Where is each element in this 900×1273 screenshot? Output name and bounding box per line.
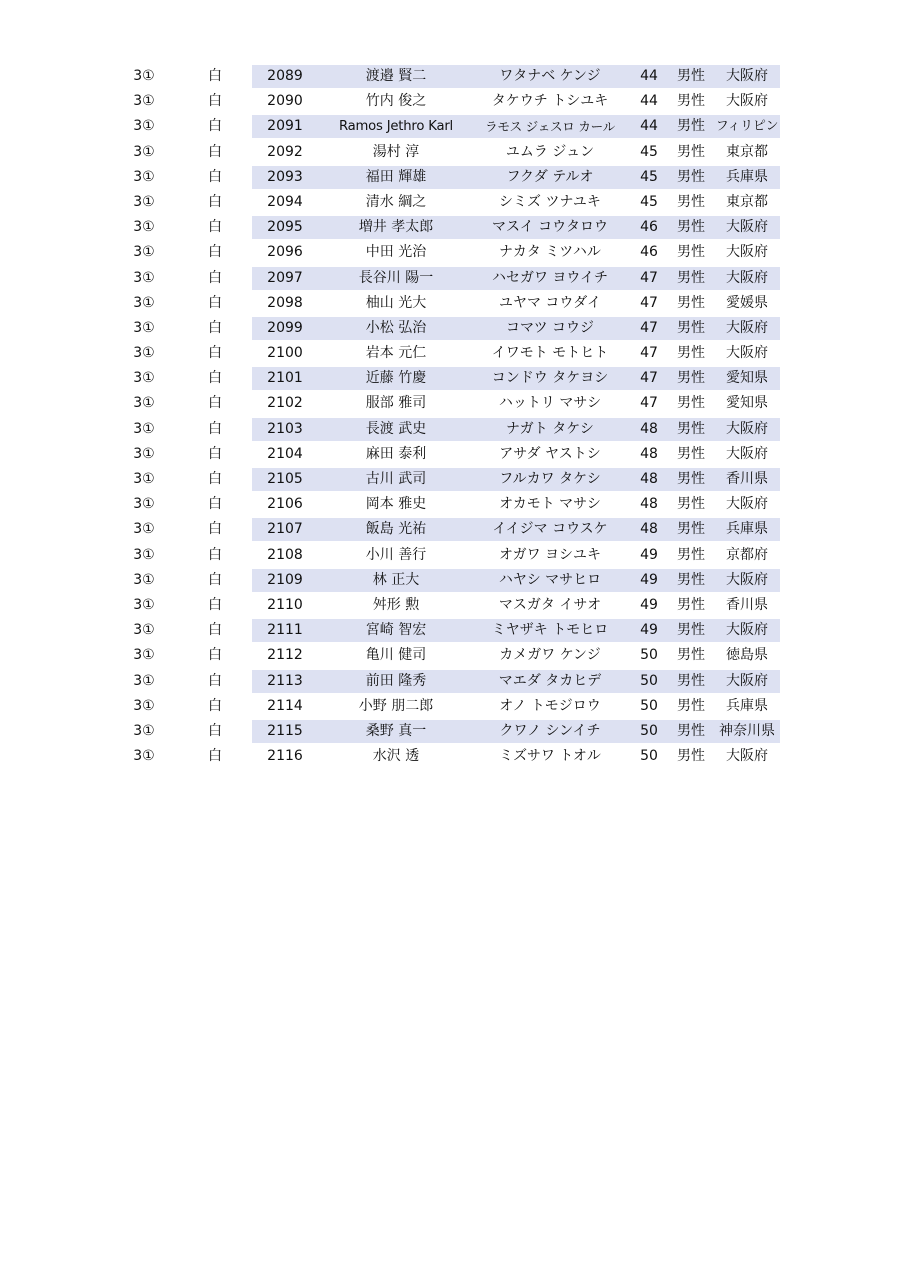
group-cell: 3①	[133, 546, 155, 563]
kana-name-cell: カメガワ ケンジ	[499, 647, 601, 664]
name-cell: 渡邉 賢二	[365, 68, 427, 84]
table-row	[100, 719, 800, 744]
group-cell: 3①	[133, 622, 155, 639]
kana-name-cell: シミズ ツナユキ	[499, 193, 601, 210]
name-cell: 亀川 健司	[365, 647, 427, 664]
sex-cell: 男性	[677, 546, 705, 563]
prefecture-cell: 東京都	[726, 143, 768, 160]
table-row	[100, 391, 800, 416]
group-cell: 3①	[133, 445, 155, 462]
group-cell: 3①	[133, 370, 155, 387]
bib-number-cell: 2089	[267, 68, 303, 84]
table-row	[100, 89, 800, 114]
kana-name-cell: イイジマ コウスケ	[492, 521, 608, 538]
bib-number-cell: 2101	[267, 370, 303, 387]
kana-name-cell: ラモス ジェスロ カール	[485, 119, 615, 135]
sex-cell: 男性	[677, 244, 705, 261]
group-cell: 3①	[133, 722, 155, 739]
name-cell: 古川 武司	[365, 471, 427, 487]
group-cell: 3①	[133, 471, 155, 487]
prefecture-cell: 大阪府	[726, 68, 768, 84]
prefecture-cell: 兵庫県	[726, 697, 768, 714]
sex-cell: 男性	[677, 269, 705, 286]
sex-cell: 男性	[677, 748, 705, 765]
table-row	[100, 64, 800, 89]
sex-cell: 男性	[677, 118, 705, 135]
kana-name-cell: マエダ タカヒデ	[498, 672, 602, 689]
kana-name-cell: ハセガワ ヨウイチ	[491, 269, 609, 286]
group-cell: 3①	[133, 420, 155, 437]
kana-name-cell: ワタナベ ケンジ	[499, 68, 601, 84]
color-cell: 白	[208, 521, 222, 538]
table-row	[100, 266, 800, 291]
kana-name-cell: ハットリ マサシ	[498, 395, 602, 412]
bib-number-cell: 2092	[267, 143, 303, 160]
name-cell: 中田 光治	[365, 244, 427, 261]
name-cell: 林 正大	[372, 571, 420, 588]
color-cell: 白	[208, 68, 222, 84]
group-cell: 3①	[133, 697, 155, 714]
name-cell: 長谷川 陽一	[358, 269, 434, 286]
entry-list-table	[100, 64, 800, 769]
table-row	[100, 341, 800, 366]
bib-number-cell: 2111	[267, 622, 303, 639]
age-cell: 50	[640, 697, 658, 714]
age-cell: 47	[640, 269, 658, 286]
table-row	[100, 593, 800, 618]
prefecture-cell: フィリピン	[715, 119, 779, 135]
prefecture-cell: 兵庫県	[726, 521, 768, 538]
sex-cell: 男性	[677, 521, 705, 538]
kana-name-cell: タケウチ トシユキ	[491, 93, 609, 110]
bib-number-cell: 2115	[267, 722, 303, 739]
table-row	[100, 517, 800, 542]
age-cell: 49	[640, 571, 658, 588]
color-cell: 白	[208, 445, 222, 462]
sex-cell: 男性	[677, 93, 705, 110]
bib-number-cell: 2097	[267, 269, 303, 286]
age-cell: 47	[640, 294, 658, 311]
sex-cell: 男性	[677, 143, 705, 160]
table-row	[100, 643, 800, 668]
table-row	[100, 442, 800, 467]
sex-cell: 男性	[677, 193, 705, 210]
prefecture-cell: 京都府	[726, 546, 768, 563]
prefecture-cell: 神奈川県	[719, 722, 775, 739]
prefecture-cell: 香川県	[726, 596, 768, 613]
age-cell: 50	[640, 672, 658, 689]
age-cell: 48	[640, 521, 658, 538]
prefecture-cell: 大阪府	[726, 244, 768, 261]
age-cell: 49	[640, 546, 658, 563]
prefecture-cell: 大阪府	[726, 345, 768, 362]
bib-number-cell: 2112	[267, 647, 303, 664]
name-cell: 服部 雅司	[365, 395, 427, 412]
group-cell: 3①	[133, 596, 155, 613]
bib-number-cell: 2099	[267, 319, 303, 336]
sex-cell: 男性	[677, 319, 705, 336]
age-cell: 48	[640, 420, 658, 437]
group-cell: 3①	[133, 244, 155, 261]
group-cell: 3①	[133, 748, 155, 765]
prefecture-cell: 大阪府	[726, 445, 768, 462]
age-cell: 49	[640, 596, 658, 613]
name-cell: 舛形 勲	[372, 596, 420, 613]
age-cell: 44	[640, 68, 658, 84]
color-cell: 白	[208, 697, 222, 714]
name-cell: 清水 綱之	[365, 193, 427, 210]
sex-cell: 男性	[677, 420, 705, 437]
group-cell: 3①	[133, 193, 155, 210]
name-cell: 近藤 竹慶	[365, 370, 427, 387]
sex-cell: 男性	[677, 370, 705, 387]
kana-name-cell: マスガタ イサオ	[498, 596, 602, 613]
name-cell: 飯島 光祐	[365, 521, 427, 538]
color-cell: 白	[208, 622, 222, 639]
sex-cell: 男性	[677, 395, 705, 412]
group-cell: 3①	[133, 647, 155, 664]
sex-cell: 男性	[677, 445, 705, 462]
color-cell: 白	[208, 319, 222, 336]
table-row	[100, 492, 800, 517]
bib-number-cell: 2107	[267, 521, 303, 538]
group-cell: 3①	[133, 168, 155, 185]
bib-number-cell: 2098	[267, 294, 303, 311]
age-cell: 48	[640, 445, 658, 462]
sex-cell: 男性	[677, 496, 705, 513]
color-cell: 白	[208, 269, 222, 286]
color-cell: 白	[208, 168, 222, 185]
name-cell: 小川 善行	[365, 546, 427, 563]
kana-name-cell: コンドウ タケヨシ	[491, 370, 609, 387]
kana-name-cell: クワノ シンイチ	[499, 722, 601, 739]
name-cell: 竹内 俊之	[365, 93, 427, 110]
age-cell: 45	[640, 168, 658, 185]
prefecture-cell: 愛知県	[726, 395, 768, 412]
kana-name-cell: ナガト タケシ	[506, 420, 594, 437]
name-cell: 桑野 真一	[365, 722, 427, 739]
bib-number-cell: 2108	[267, 546, 303, 563]
prefecture-cell: 大阪府	[726, 571, 768, 588]
sex-cell: 男性	[677, 596, 705, 613]
kana-name-cell: イワモト モトヒト	[491, 345, 609, 362]
bib-number-cell: 2102	[267, 395, 303, 412]
kana-name-cell: ユヤマ コウダイ	[498, 294, 602, 311]
table-row	[100, 190, 800, 215]
color-cell: 白	[208, 143, 222, 160]
table-row	[100, 165, 800, 190]
bib-number-cell: 2116	[267, 748, 303, 765]
name-cell: 小松 弘治	[365, 319, 427, 336]
kana-name-cell: コマツ コウジ	[505, 319, 595, 336]
color-cell: 白	[208, 647, 222, 664]
prefecture-cell: 愛知県	[726, 370, 768, 387]
name-cell: 長渡 武史	[365, 420, 427, 437]
bib-number-cell: 2096	[267, 244, 303, 261]
group-cell: 3①	[133, 319, 155, 336]
table-row	[100, 618, 800, 643]
bib-number-cell: 2106	[267, 496, 303, 513]
prefecture-cell: 大阪府	[726, 219, 768, 236]
prefecture-cell: 東京都	[726, 193, 768, 210]
prefecture-cell: 大阪府	[726, 622, 768, 639]
group-cell: 3①	[133, 294, 155, 311]
age-cell: 50	[640, 722, 658, 739]
table-row	[100, 291, 800, 316]
prefecture-cell: 大阪府	[726, 93, 768, 110]
age-cell: 46	[640, 219, 658, 236]
color-cell: 白	[208, 370, 222, 387]
color-cell: 白	[208, 546, 222, 563]
color-cell: 白	[208, 93, 222, 110]
name-cell: 増井 孝太郎	[358, 219, 434, 236]
color-cell: 白	[208, 672, 222, 689]
kana-name-cell: ハヤシ マサヒロ	[498, 571, 602, 588]
kana-name-cell: オノ トモジロウ	[499, 697, 601, 714]
name-cell: 柚山 光大	[365, 294, 427, 311]
age-cell: 47	[640, 370, 658, 387]
age-cell: 49	[640, 622, 658, 639]
kana-name-cell: マスイ コウタロウ	[491, 219, 609, 236]
sex-cell: 男性	[677, 722, 705, 739]
age-cell: 47	[640, 345, 658, 362]
kana-name-cell: ナカタ ミツハル	[499, 244, 601, 261]
table-row	[100, 417, 800, 442]
color-cell: 白	[208, 118, 222, 135]
name-cell: 岡本 雅史	[365, 496, 427, 513]
color-cell: 白	[208, 219, 222, 236]
age-cell: 50	[640, 647, 658, 664]
prefecture-cell: 愛媛県	[726, 294, 768, 311]
kana-name-cell: フルカワ タケシ	[499, 471, 601, 487]
color-cell: 白	[208, 244, 222, 261]
group-cell: 3①	[133, 521, 155, 538]
group-cell: 3①	[133, 269, 155, 286]
table-row	[100, 366, 800, 391]
table-row	[100, 669, 800, 694]
color-cell: 白	[208, 596, 222, 613]
table-row	[100, 114, 800, 139]
kana-name-cell: アサダ ヤストシ	[499, 445, 601, 462]
table-row	[100, 240, 800, 265]
kana-name-cell: フクダ テルオ	[506, 168, 594, 185]
sex-cell: 男性	[677, 168, 705, 185]
age-cell: 45	[640, 143, 658, 160]
sex-cell: 男性	[677, 697, 705, 714]
group-cell: 3①	[133, 672, 155, 689]
group-cell: 3①	[133, 395, 155, 412]
kana-name-cell: ユムラ ジュン	[505, 143, 595, 160]
kana-name-cell: ミヤザキ トモヒロ	[491, 622, 609, 639]
bib-number-cell: 2109	[267, 571, 303, 588]
group-cell: 3①	[133, 571, 155, 588]
bib-number-cell: 2091	[267, 118, 303, 135]
name-cell: 湯村 淳	[372, 143, 420, 160]
bib-number-cell: 2100	[267, 345, 303, 362]
prefecture-cell: 大阪府	[726, 748, 768, 765]
prefecture-cell: 大阪府	[726, 269, 768, 286]
color-cell: 白	[208, 722, 222, 739]
sex-cell: 男性	[677, 219, 705, 236]
color-cell: 白	[208, 193, 222, 210]
bib-number-cell: 2105	[267, 471, 303, 487]
table-row	[100, 694, 800, 719]
prefecture-cell: 大阪府	[726, 319, 768, 336]
color-cell: 白	[208, 395, 222, 412]
table-row	[100, 467, 800, 492]
sex-cell: 男性	[677, 471, 705, 487]
age-cell: 46	[640, 244, 658, 261]
age-cell: 50	[640, 748, 658, 765]
sex-cell: 男性	[677, 672, 705, 689]
group-cell: 3①	[133, 345, 155, 362]
prefecture-cell: 香川県	[726, 471, 768, 487]
bib-number-cell: 2110	[267, 596, 303, 613]
sex-cell: 男性	[677, 345, 705, 362]
age-cell: 47	[640, 319, 658, 336]
prefecture-cell: 徳島県	[726, 647, 768, 664]
table-row	[100, 543, 800, 568]
name-cell: 福田 輝雄	[365, 168, 427, 185]
kana-name-cell: ミズサワ トオル	[499, 748, 601, 765]
bib-number-cell: 2113	[267, 672, 303, 689]
age-cell: 47	[640, 395, 658, 412]
color-cell: 白	[208, 496, 222, 513]
name-cell: 小野 朋二郎	[358, 697, 434, 714]
table-row	[100, 140, 800, 165]
color-cell: 白	[208, 748, 222, 765]
bib-number-cell: 2090	[267, 93, 303, 110]
table-row	[100, 568, 800, 593]
age-cell: 44	[640, 93, 658, 110]
kana-name-cell: オカモト マサシ	[499, 496, 601, 513]
sex-cell: 男性	[677, 68, 705, 84]
bib-number-cell: 2093	[267, 168, 303, 185]
sex-cell: 男性	[677, 647, 705, 664]
age-cell: 44	[640, 118, 658, 135]
color-cell: 白	[208, 571, 222, 588]
group-cell: 3①	[133, 68, 155, 84]
bib-number-cell: 2104	[267, 445, 303, 462]
age-cell: 48	[640, 496, 658, 513]
bib-number-cell: 2114	[267, 697, 303, 714]
group-cell: 3①	[133, 93, 155, 110]
table-row	[100, 744, 800, 769]
sex-cell: 男性	[677, 294, 705, 311]
color-cell: 白	[208, 345, 222, 362]
group-cell: 3①	[133, 143, 155, 160]
name-cell: 麻田 泰利	[365, 445, 427, 462]
name-cell: Ramos Jethro Karl	[338, 119, 454, 135]
color-cell: 白	[208, 471, 222, 487]
age-cell: 48	[640, 471, 658, 487]
group-cell: 3①	[133, 496, 155, 513]
table-row	[100, 215, 800, 240]
bib-number-cell: 2094	[267, 193, 303, 210]
prefecture-cell: 大阪府	[726, 420, 768, 437]
table-row	[100, 316, 800, 341]
sex-cell: 男性	[677, 571, 705, 588]
name-cell: 水沢 透	[372, 748, 420, 765]
bib-number-cell: 2095	[267, 219, 303, 236]
prefecture-cell: 大阪府	[726, 672, 768, 689]
name-cell: 宮崎 智宏	[365, 622, 427, 639]
color-cell: 白	[208, 294, 222, 311]
group-cell: 3①	[133, 219, 155, 236]
age-cell: 45	[640, 193, 658, 210]
kana-name-cell: オガワ ヨシユキ	[498, 546, 602, 563]
group-cell: 3①	[133, 118, 155, 135]
name-cell: 前田 隆秀	[365, 672, 427, 689]
bib-number-cell: 2103	[267, 420, 303, 437]
name-cell: 岩本 元仁	[365, 345, 427, 362]
sex-cell: 男性	[677, 622, 705, 639]
prefecture-cell: 兵庫県	[726, 168, 768, 185]
color-cell: 白	[208, 420, 222, 437]
prefecture-cell: 大阪府	[726, 496, 768, 513]
